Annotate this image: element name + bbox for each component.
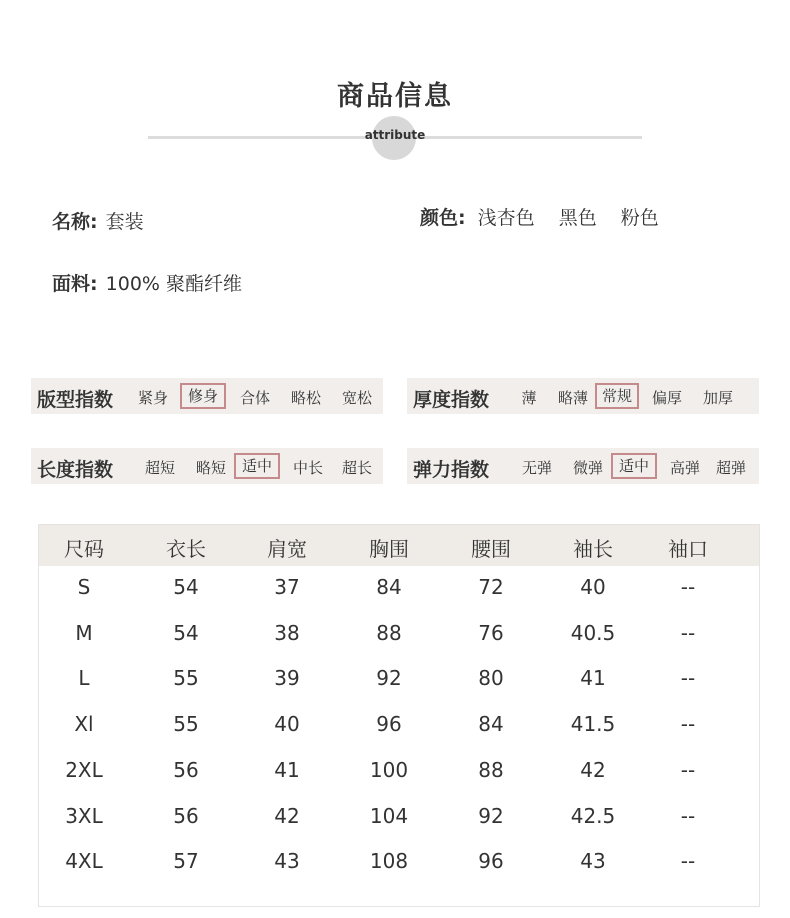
thickness-option: 薄 — [521, 389, 537, 407]
measure-cell: 43 — [580, 849, 606, 874]
elasticity-option: 无弹 — [521, 459, 552, 477]
color-option: 浅杏色 — [477, 207, 535, 229]
measure-cell: -- — [680, 712, 696, 737]
measure-cell: 54 — [173, 575, 199, 599]
header-cell: 胸围 — [369, 537, 409, 561]
measure-cell: -- — [680, 849, 696, 874]
header-cell: 肩宽 — [267, 537, 307, 561]
length-option: 超短 — [144, 459, 175, 477]
elasticity-option: 超弹 — [715, 459, 746, 477]
material-value: 100% 聚酯纤维 — [105, 273, 243, 295]
measure-cell: 84 — [376, 575, 402, 599]
measure-cell: -- — [680, 803, 696, 828]
size-cell: M — [75, 620, 93, 645]
fit-index — [31, 378, 383, 414]
header-cell: 腰围 — [471, 537, 511, 561]
fit-option: 宽松 — [341, 389, 372, 407]
measure-cell: 38 — [274, 620, 300, 645]
size-cell: 3XL — [65, 803, 103, 828]
size-table-header — [39, 525, 759, 566]
size-cell: S — [77, 575, 91, 599]
thickness-index — [407, 378, 759, 414]
measure-cell: 80 — [478, 666, 504, 691]
measure-cell: 54 — [173, 620, 199, 645]
elasticity-index — [407, 448, 759, 484]
length-option: 超长 — [341, 459, 372, 477]
measure-cell: 41 — [274, 757, 300, 782]
measure-cell: 42 — [580, 757, 606, 782]
size-cell: Xl — [74, 712, 94, 737]
length-index — [31, 448, 383, 484]
measure-cell: -- — [680, 620, 696, 645]
measure-cell: -- — [680, 575, 696, 599]
measure-cell: 72 — [478, 575, 504, 599]
color-label: 颜色: — [420, 207, 466, 229]
measure-cell: 40.5 — [570, 620, 616, 645]
measure-cell: 108 — [369, 849, 409, 874]
length-option: 略短 — [195, 459, 226, 477]
measure-cell: 39 — [274, 666, 300, 691]
thickness-index-title: 厚度指数 — [413, 389, 490, 411]
elasticity-option: 微弹 — [572, 459, 603, 477]
measure-cell: 40 — [274, 712, 300, 737]
fit-option-selected: 修身 — [180, 383, 226, 409]
header-cell: 袖长 — [573, 537, 613, 561]
measure-cell: -- — [680, 666, 696, 691]
elasticity-option: 高弹 — [669, 459, 700, 477]
name-label: 名称: — [52, 211, 98, 233]
thickness-option-selected: 常规 — [595, 383, 639, 409]
size-table — [38, 524, 760, 907]
measure-cell: 43 — [274, 849, 300, 874]
measure-cell: 104 — [369, 803, 409, 828]
length-index-title: 长度指数 — [37, 459, 114, 481]
measure-cell: 37 — [274, 575, 300, 599]
thickness-option: 加厚 — [702, 389, 733, 407]
name-value: 套装 — [105, 211, 144, 233]
header-cell: 袖口 — [668, 537, 708, 561]
page-title: 商品信息 — [337, 81, 453, 112]
material-label: 面料: — [52, 273, 98, 295]
measure-cell: 41.5 — [570, 712, 616, 737]
measure-cell: 100 — [369, 757, 409, 782]
measure-cell: 41 — [580, 666, 606, 691]
color-row — [420, 203, 677, 230]
header-cell: 衣长 — [166, 537, 206, 561]
thickness-option: 略薄 — [557, 389, 588, 407]
fit-option: 略松 — [290, 389, 321, 407]
measure-cell: -- — [680, 757, 696, 782]
product-name-row — [52, 207, 144, 234]
fit-index-title: 版型指数 — [37, 389, 114, 411]
measure-cell: 76 — [478, 620, 504, 645]
measure-cell: 55 — [173, 666, 199, 691]
size-cell: L — [78, 666, 90, 691]
title-subtitle: attribute — [364, 128, 426, 142]
elasticity-option-selected: 适中 — [611, 453, 657, 479]
measure-cell: 88 — [376, 620, 402, 645]
material-row — [52, 269, 242, 296]
measure-cell: 96 — [376, 712, 402, 737]
fit-option: 紧身 — [137, 389, 168, 407]
color-option: 粉色 — [620, 207, 659, 229]
thickness-option: 偏厚 — [651, 389, 682, 407]
measure-cell: 40 — [580, 575, 606, 599]
measure-cell: 42 — [274, 803, 300, 828]
size-cell: 2XL — [65, 757, 103, 782]
color-option: 黑色 — [558, 207, 597, 229]
measure-cell: 92 — [478, 803, 504, 828]
fit-option: 合体 — [239, 389, 270, 407]
measure-cell: 57 — [173, 849, 199, 874]
length-option-selected: 适中 — [234, 453, 280, 479]
size-cell: 4XL — [65, 849, 103, 874]
header-cell: 尺码 — [64, 537, 104, 561]
elasticity-index-title: 弹力指数 — [413, 459, 490, 481]
measure-cell: 56 — [173, 803, 199, 828]
measure-cell: 96 — [478, 849, 504, 874]
measure-cell: 88 — [478, 757, 504, 782]
measure-cell: 42.5 — [570, 803, 616, 828]
measure-cell: 84 — [478, 712, 504, 737]
measure-cell: 56 — [173, 757, 199, 782]
measure-cell: 55 — [173, 712, 199, 737]
length-option: 中长 — [292, 459, 323, 477]
measure-cell: 92 — [376, 666, 402, 691]
